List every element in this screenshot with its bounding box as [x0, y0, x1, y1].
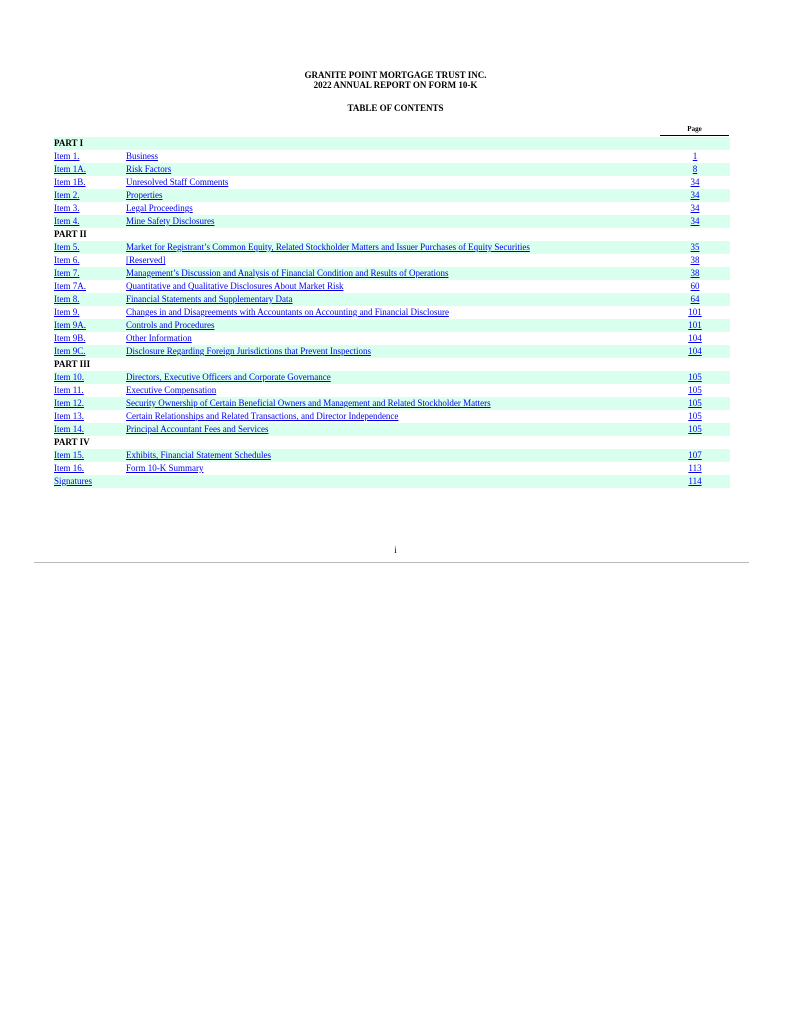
page-number-link[interactable]: 34: [690, 216, 700, 226]
page-number-link[interactable]: 60: [690, 281, 700, 291]
toc-row: [54, 345, 730, 358]
toc-row: [54, 449, 730, 462]
part-heading-row: [54, 358, 730, 371]
page-number-link[interactable]: 34: [690, 203, 700, 213]
item-title-link[interactable]: Security Ownership of Certain Beneficial Owners and Management and Related Stockholder Matters: [126, 398, 491, 408]
item-number-link[interactable]: Item 15.: [54, 450, 84, 460]
toc-row: [54, 280, 730, 293]
item-number-link[interactable]: Item 9.: [54, 307, 80, 317]
item-title-link[interactable]: Principal Accountant Fees and Services: [126, 424, 269, 434]
toc-row: [54, 423, 730, 436]
page-number-link[interactable]: 105: [688, 411, 702, 421]
item-title-link[interactable]: [Reserved]: [126, 255, 166, 265]
toc-row: [54, 293, 730, 306]
page-number-link[interactable]: 34: [690, 190, 700, 200]
part-heading: PART II: [54, 229, 87, 239]
part-heading-row: [54, 228, 730, 241]
item-title-link[interactable]: Unresolved Staff Comments: [126, 177, 229, 187]
item-number-link[interactable]: Item 2.: [54, 190, 80, 200]
toc-row: [54, 319, 730, 332]
part-heading: PART III: [54, 359, 91, 369]
report-title: 2022 ANNUAL REPORT ON FORM 10-K: [313, 80, 478, 90]
item-title-link[interactable]: Form 10-K Summary: [126, 463, 204, 473]
item-title-link[interactable]: Disclosure Regarding Foreign Jurisdictions that Prevent Inspections: [126, 346, 371, 356]
toc-row: [54, 306, 730, 319]
page-number-link[interactable]: 38: [690, 268, 700, 278]
page-column-header: Page: [660, 125, 729, 136]
page-number-link[interactable]: 35: [690, 242, 700, 252]
page-number-link[interactable]: 104: [688, 333, 702, 343]
page-number: i: [394, 545, 397, 555]
report-header: [0, 70, 791, 90]
item-title-link[interactable]: Management’s Discussion and Analysis of Financial Condition and Results of Operations: [126, 268, 449, 278]
page-number-link[interactable]: 107: [688, 450, 702, 460]
toc-row: [54, 202, 730, 215]
item-title-link[interactable]: Market for Registrant’s Common Equity, Related Stockholder Matters and Issuer Purchases of Equity Securities: [126, 242, 530, 252]
page-number-link[interactable]: 105: [688, 372, 702, 382]
toc-row: [54, 462, 730, 475]
item-number-link[interactable]: Item 14.: [54, 424, 84, 434]
toc-row: [54, 267, 730, 280]
toc-row: [54, 176, 730, 189]
item-number-link[interactable]: Item 4.: [54, 216, 80, 226]
page-number-link[interactable]: 34: [690, 177, 700, 187]
item-number-link[interactable]: Item 1B.: [54, 177, 86, 187]
toc-row: [54, 410, 730, 423]
item-title-link[interactable]: Certain Relationships and Related Transactions, and Director Independence: [126, 411, 399, 421]
toc-row: [54, 150, 730, 163]
toc-row: [54, 397, 730, 410]
toc-row: [54, 241, 730, 254]
item-number-link[interactable]: Item 13.: [54, 411, 84, 421]
page-number-link[interactable]: 104: [688, 346, 702, 356]
page-number-link[interactable]: 114: [688, 476, 702, 486]
item-title-link[interactable]: Other Information: [126, 333, 192, 343]
item-number-link[interactable]: Item 7A.: [54, 281, 86, 291]
item-number-link[interactable]: Item 9C.: [54, 346, 86, 356]
item-title-link[interactable]: Business: [126, 151, 159, 161]
item-number-link[interactable]: Item 7.: [54, 268, 80, 278]
item-title-link[interactable]: Exhibits, Financial Statement Schedules: [126, 450, 271, 460]
item-number-link[interactable]: Item 8.: [54, 294, 80, 304]
page-number-link[interactable]: 113: [688, 463, 702, 473]
toc-row: [54, 254, 730, 267]
toc-heading: TABLE OF CONTENTS: [347, 103, 444, 113]
item-number-link[interactable]: Item 12.: [54, 398, 84, 408]
company-name: GRANITE POINT MORTGAGE TRUST INC.: [304, 70, 487, 80]
page-number-link[interactable]: 101: [688, 320, 702, 330]
page-number-link[interactable]: 38: [690, 255, 700, 265]
item-title-link[interactable]: Executive Compensation: [126, 385, 217, 395]
toc-row: [54, 332, 730, 345]
item-title-link[interactable]: Properties: [126, 190, 163, 200]
page-number-link[interactable]: 1: [692, 151, 698, 161]
table-of-contents: [54, 137, 730, 488]
page-divider: [34, 562, 749, 563]
item-title-link[interactable]: Directors, Executive Officers and Corporate Governance: [126, 372, 331, 382]
toc-row: [54, 371, 730, 384]
item-number-link[interactable]: Item 1A.: [54, 164, 86, 174]
item-title-link[interactable]: Mine Safety Disclosures: [126, 216, 215, 226]
part-heading: PART IV: [54, 437, 90, 447]
toc-row: [54, 215, 730, 228]
toc-row: [54, 475, 730, 488]
page-number-link[interactable]: 105: [688, 385, 702, 395]
item-number-link[interactable]: Item 6.: [54, 255, 80, 265]
item-number-link[interactable]: Item 1.: [54, 151, 80, 161]
item-title-link[interactable]: Controls and Procedures: [126, 320, 215, 330]
part-heading: PART I: [54, 137, 730, 150]
item-title-link[interactable]: Changes in and Disagreements with Accountants on Accounting and Financial Disclosure: [126, 307, 449, 317]
item-number-link[interactable]: Item 9A.: [54, 320, 86, 330]
toc-row: [54, 189, 730, 202]
page-number-link[interactable]: 105: [688, 424, 702, 434]
item-number-link[interactable]: Item 3.: [54, 203, 80, 213]
item-title-link[interactable]: Quantitative and Qualitative Disclosures About Market Risk: [126, 281, 344, 291]
item-number-link[interactable]: Item 11.: [54, 385, 84, 395]
page-number-link[interactable]: 101: [688, 307, 702, 317]
item-number-link[interactable]: Signatures: [54, 476, 92, 486]
page-number-link[interactable]: 105: [688, 398, 702, 408]
toc-row: [54, 384, 730, 397]
part-heading-row: [54, 436, 730, 449]
item-title-link[interactable]: Financial Statements and Supplementary Data: [126, 294, 293, 304]
part-heading-row: [54, 137, 730, 150]
item-number-link[interactable]: Item 5.: [54, 242, 80, 252]
item-number-link[interactable]: Item 10.: [54, 372, 84, 382]
toc-row: [54, 163, 730, 176]
page-number-link[interactable]: 8: [692, 164, 698, 174]
item-title-link[interactable]: Legal Proceedings: [126, 203, 193, 213]
item-number-link[interactable]: Item 16.: [54, 463, 84, 473]
item-title-link[interactable]: Risk Factors: [126, 164, 172, 174]
page-number-link[interactable]: 64: [690, 294, 700, 304]
item-number-link[interactable]: Item 9B.: [54, 333, 86, 343]
